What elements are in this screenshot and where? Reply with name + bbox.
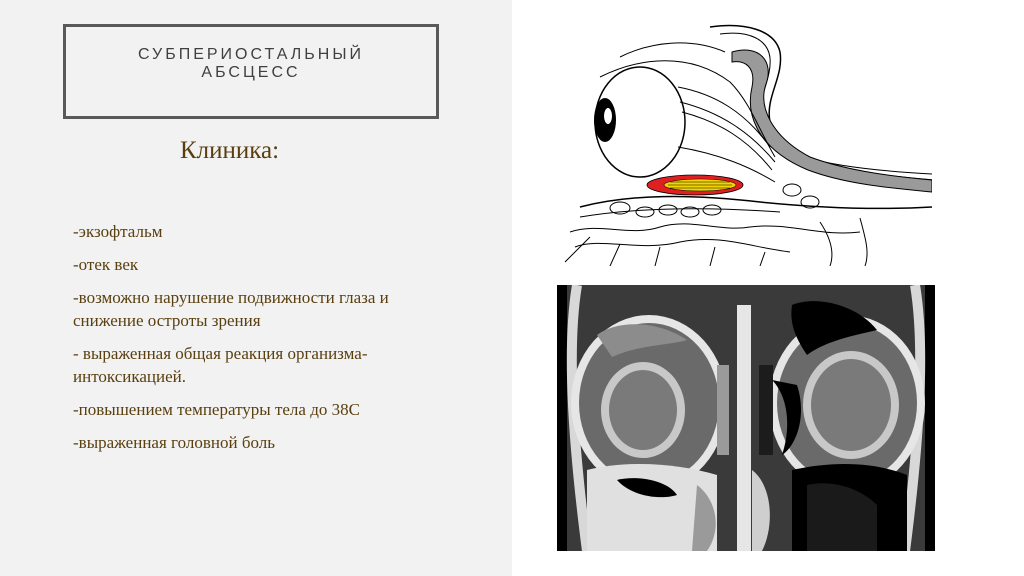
orbit-sagittal-diagram-icon — [560, 22, 932, 266]
list-item: -выраженная головной боль — [73, 433, 275, 452]
list-item: -повышением температуры тела до 38С — [73, 400, 360, 419]
symptom-list — [73, 220, 423, 464]
orbit-coronal-ct-icon — [557, 285, 935, 551]
list-item: -возможно нарушение подвижности глаза и снижение остроты зрения — [73, 288, 389, 330]
title-line-2: АБСЦЕСС — [201, 63, 301, 81]
slide-title — [138, 46, 364, 82]
title-line-1: СУБПЕРИОСТАЛЬНЫЙ — [138, 45, 364, 63]
section-subtitle: Клиника: — [180, 137, 280, 164]
list-item: -экзофтальм — [73, 222, 163, 241]
list-item: - выраженная общая реакция организма- интоксикацией. — [73, 344, 368, 386]
title-box — [63, 24, 439, 119]
list-item: -отек век — [73, 255, 139, 274]
